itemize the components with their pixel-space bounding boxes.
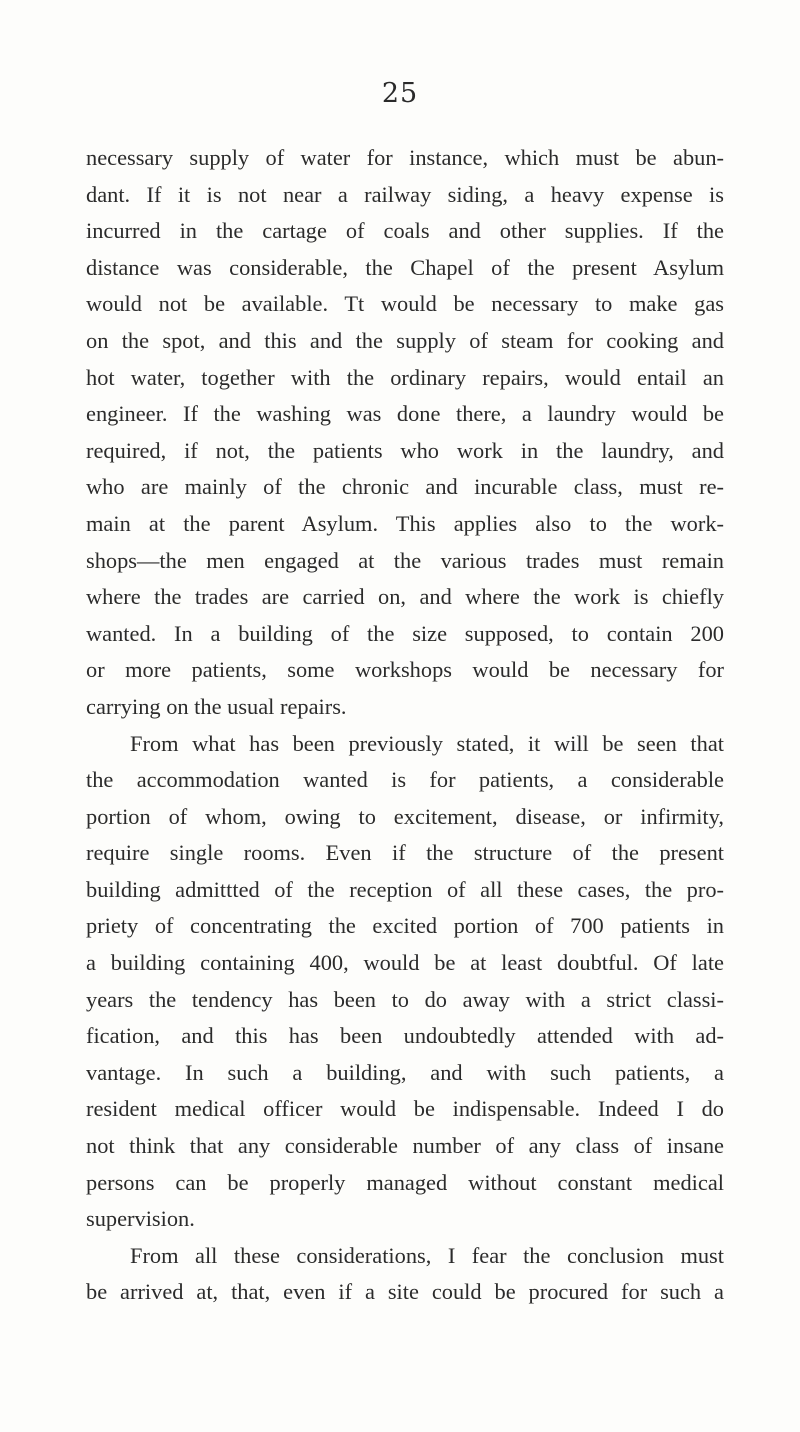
text-line: carrying on the usual repairs. [86, 693, 347, 719]
text-line: on the spot, and this and the supply of steam for cooking and [86, 327, 724, 353]
text-line: main at the parent Asylum. This applies also to the work- [86, 510, 724, 536]
text-line: would not be available. Tt would be necessary to make gas [86, 291, 724, 317]
text-line: who are mainly of the chronic and incurable class, must re- [86, 474, 724, 500]
text-line: where the trades are carried on, and where the work is chiefly [86, 584, 724, 610]
text-line: dant. If it is not near a railway siding, a heavy expense is [86, 181, 724, 207]
text-line: not think that any considerable number of any class of insane [86, 1133, 724, 1159]
text-line: hot water, together with the ordinary repairs, would entail an [86, 364, 724, 390]
text-line: require single rooms. Even if the structure of the present [86, 840, 724, 866]
text-line: be arrived at, that, even if a site could be procured for such a [86, 1279, 724, 1305]
text-line: shops—the men engaged at the various trades must remain [86, 547, 724, 573]
text-line: resident medical officer would be indispensable. Indeed I do [86, 1096, 724, 1122]
text-line: a building containing 400, would be at least doubtful. Of late [86, 950, 724, 976]
text-line: From what has been previously stated, it will be seen that [130, 730, 724, 756]
text-line: persons can be properly managed without constant medical [86, 1169, 724, 1195]
text-line: required, if not, the patients who work in the laundry, and [86, 437, 724, 463]
text-line: priety of concentrating the excited portion of 700 patients in [86, 913, 724, 939]
text-line: fication, and this has been undoubtedly attended with ad- [86, 1023, 724, 1049]
text-line: portion of whom, owing to excitement, disease, or infirmity, [86, 803, 724, 829]
text-line: From all these considerations, I fear the conclusion must [130, 1242, 724, 1268]
text-line: wanted. In a building of the size supposed, to contain 200 [86, 620, 724, 646]
text-line: building admittted of the reception of all these cases, the pro- [86, 876, 724, 902]
text-line: the accommodation wanted is for patients, a considerable [86, 767, 724, 793]
page-number: 25 [381, 78, 419, 109]
text-line: engineer. If the washing was done there, a laundry would be [86, 401, 724, 427]
text-line: incurred in the cartage of coals and other supplies. If the [86, 218, 724, 244]
text-line: distance was considerable, the Chapel of the present Asylum [86, 254, 724, 280]
body-text [86, 140, 724, 1311]
text-line: necessary supply of water for instance, which must be abun- [86, 145, 724, 170]
text-line: supervision. [86, 1206, 195, 1232]
text-line: or more patients, some workshops would be necessary for [86, 657, 724, 683]
text-line: vantage. In such a building, and with such patients, a [86, 1059, 724, 1085]
text-line: years the tendency has been to do away with a strict classi- [86, 986, 724, 1012]
